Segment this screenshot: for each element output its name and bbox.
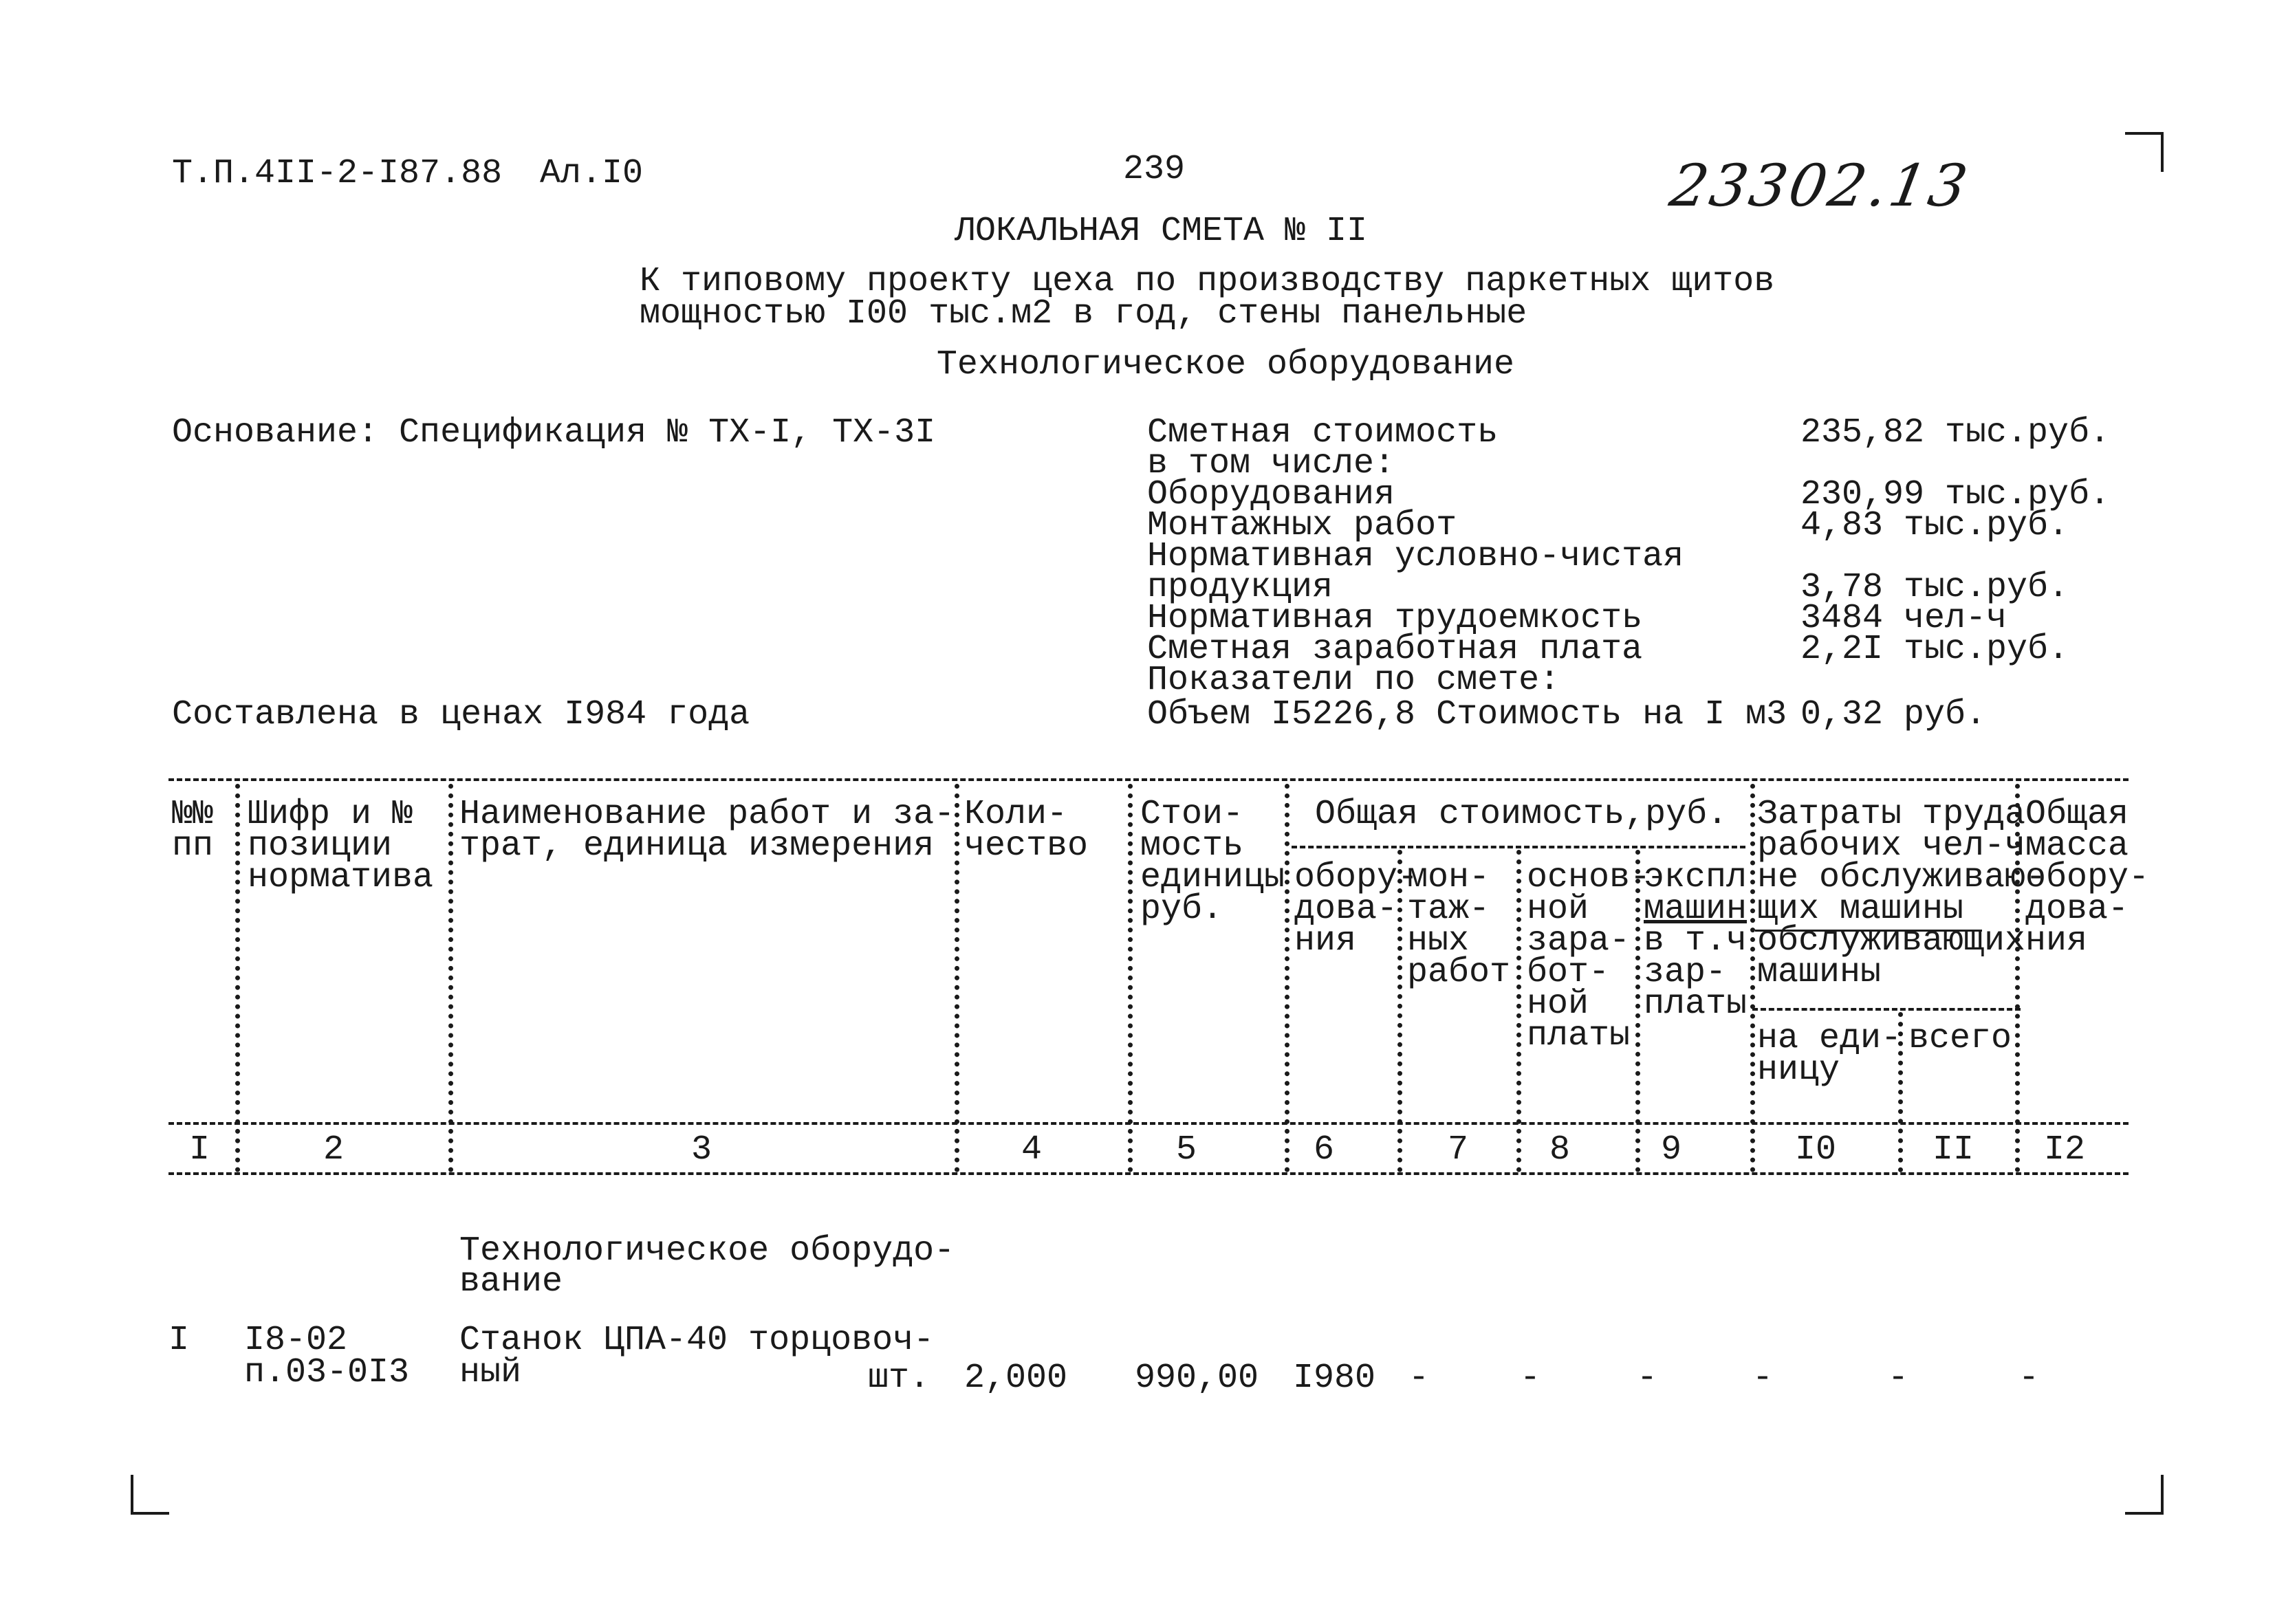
col-sep bbox=[1516, 850, 1521, 1172]
column-number: 4 bbox=[1021, 1130, 1043, 1170]
summary-label: Сметная заработная плата bbox=[1147, 630, 1643, 669]
summary-label: Сметная стоимость bbox=[1147, 413, 1499, 452]
row-machine-operation: - bbox=[1637, 1359, 1658, 1398]
summary-value: 2,2I тыс.руб. bbox=[1800, 630, 2069, 669]
header-text: руб. bbox=[1140, 890, 1223, 929]
table-top-rule bbox=[168, 778, 2129, 781]
header-text: Затраты труда bbox=[1757, 795, 2026, 834]
crop-mark-bottom-right bbox=[2125, 1475, 2164, 1515]
header-text: платы bbox=[1644, 985, 1748, 1024]
header-text: щих машины bbox=[1757, 890, 1964, 929]
album-number: Ал.I0 bbox=[540, 154, 644, 193]
column-number: 5 bbox=[1175, 1130, 1197, 1170]
header-text: позиции bbox=[248, 826, 393, 866]
column-number: I bbox=[188, 1130, 210, 1170]
header-text: Коли- bbox=[964, 795, 1068, 834]
header-text: ных bbox=[1407, 921, 1470, 961]
price-basis: Составлена в ценах I984 года bbox=[172, 695, 750, 734]
header-text: зара- bbox=[1527, 921, 1631, 961]
header-text: мость bbox=[1140, 826, 1244, 866]
column-number: I0 bbox=[1794, 1130, 1837, 1170]
header-text: обору- bbox=[1294, 858, 1419, 897]
header-text: машины bbox=[1757, 953, 1882, 992]
column-number: 2 bbox=[323, 1130, 345, 1170]
row-number: I bbox=[168, 1321, 190, 1360]
summary-value: 235,82 тыс.руб. bbox=[1800, 413, 2111, 452]
col-sep bbox=[1285, 784, 1289, 1172]
row-installation: - bbox=[1408, 1359, 1430, 1398]
header-text: ния bbox=[1294, 921, 1357, 961]
col-sep bbox=[235, 784, 240, 1172]
header-text: работ bbox=[1407, 953, 1511, 992]
summary-value: 230,99 тыс.руб. bbox=[1800, 475, 2111, 514]
summary-label: Оборудования bbox=[1147, 475, 1395, 514]
summary-value: 3,78 тыс.руб. bbox=[1800, 568, 2069, 607]
row-code: I8-02 bbox=[244, 1321, 348, 1360]
row-base-wages: - bbox=[1520, 1359, 1541, 1398]
section-heading-line: вание bbox=[459, 1262, 563, 1302]
header-text: ницу bbox=[1757, 1051, 1840, 1090]
labor-subheader-rule bbox=[1752, 1008, 2021, 1011]
column-number: 8 bbox=[1549, 1130, 1571, 1170]
header-bottom-rule bbox=[168, 1122, 2129, 1125]
row-name: ный bbox=[459, 1353, 522, 1392]
summary-value: 4,83 тыс.руб. bbox=[1800, 506, 2069, 545]
col-sep bbox=[955, 784, 959, 1172]
column-number: 6 bbox=[1313, 1130, 1335, 1170]
column-numbers-rule bbox=[168, 1172, 2129, 1175]
col-sep bbox=[1635, 850, 1640, 1172]
section-title: Технологическое оборудование bbox=[936, 345, 1515, 384]
row-labor-total: - bbox=[1888, 1359, 1909, 1398]
header-text: норматива bbox=[248, 858, 434, 897]
summary-value: 0,32 руб. bbox=[1800, 695, 1987, 734]
header-text: основ- bbox=[1527, 858, 1651, 897]
summary-value: 3484 чел-ч bbox=[1800, 599, 2007, 638]
header-text: рабочих чел-ч bbox=[1757, 826, 2026, 866]
col-sep bbox=[1128, 784, 1133, 1172]
header-text: платы bbox=[1527, 1016, 1631, 1055]
header-text: ной bbox=[1527, 890, 1589, 929]
row-unit: шт. bbox=[868, 1359, 930, 1398]
header-text: экспл bbox=[1644, 858, 1748, 897]
header-text: таж- bbox=[1407, 890, 1490, 929]
row-mass: - bbox=[2018, 1359, 2040, 1398]
row-equipment-cost: I980 bbox=[1293, 1359, 1376, 1398]
header-text: бот- bbox=[1527, 953, 1610, 992]
col-sep bbox=[1750, 784, 1755, 1172]
column-number: 3 bbox=[690, 1130, 712, 1170]
column-number: II bbox=[1932, 1130, 1974, 1170]
header-text: трат, единица измерения bbox=[459, 826, 935, 866]
section-heading-line: Технологическое оборудо- bbox=[459, 1231, 955, 1271]
page-number: 239 bbox=[1122, 150, 1186, 189]
header-text: Стои- bbox=[1140, 795, 1244, 834]
summary-label: Нормативная условно-чистая bbox=[1147, 537, 1684, 576]
cost-subheader-rule bbox=[1292, 846, 1745, 848]
header-text: машин bbox=[1644, 890, 1748, 929]
total-cost-heading: Общая стоимость,руб. bbox=[1315, 795, 1728, 834]
title-line-1: К типовому проекту цеха по производству паркетных щитов bbox=[640, 262, 1775, 301]
title-line-2: мощностью I00 тыс.м2 в год, стены панельные bbox=[640, 294, 1527, 333]
header-text: обслуживающих bbox=[1757, 921, 2026, 961]
row-quantity: 2,000 bbox=[964, 1359, 1068, 1398]
summary-label: Нормативная трудоемкость bbox=[1147, 599, 1643, 638]
column-number: 9 bbox=[1660, 1130, 1682, 1170]
header-text: дова- bbox=[1294, 890, 1398, 929]
crop-mark-bottom-left bbox=[131, 1475, 169, 1515]
header-text: обору- bbox=[2025, 858, 2150, 897]
header-text: Общая bbox=[2025, 795, 2129, 834]
row-name: Станок ЦПА-40 торцовоч- bbox=[459, 1321, 935, 1360]
summary-label: Монтажных работ bbox=[1147, 506, 1457, 545]
header-text: чество bbox=[964, 826, 1089, 866]
estimate-heading: ЛОКАЛЬНАЯ СМЕТА № II bbox=[954, 212, 1368, 251]
crop-mark-top-right bbox=[2125, 132, 2164, 172]
basis-text: Основание: Спецификация № ТХ-I, ТХ-3I bbox=[172, 413, 936, 452]
row-unit-cost: 990,00 bbox=[1135, 1359, 1259, 1398]
handwritten-number: 23302.13 bbox=[1665, 152, 1975, 219]
header-text: №№ bbox=[172, 795, 214, 834]
header-text: зар- bbox=[1644, 953, 1727, 992]
header-text: ния bbox=[2025, 921, 2088, 961]
summary-label: в том числе: bbox=[1147, 444, 1395, 483]
header-col-11: всего bbox=[1908, 1019, 2012, 1058]
summary-label: Показатели по смете: bbox=[1147, 661, 1560, 700]
header-text: единицы bbox=[1140, 858, 1285, 897]
header-text: на еди- bbox=[1757, 1019, 1902, 1058]
col-sep bbox=[448, 784, 453, 1172]
header-text: пп bbox=[172, 826, 214, 866]
header-text: дова- bbox=[2025, 890, 2129, 929]
summary-label: Объем I5226,8 Стоимость на I м3 bbox=[1147, 695, 1787, 734]
header-text: ной bbox=[1527, 985, 1589, 1024]
header-text: масса bbox=[2025, 826, 2129, 866]
summary-label: продукция bbox=[1147, 568, 1334, 607]
column-number: I2 bbox=[2043, 1130, 2086, 1170]
row-code: п.03-0I3 bbox=[244, 1353, 410, 1392]
header-text: Шифр и № bbox=[248, 795, 413, 834]
col-sep bbox=[1397, 850, 1402, 1172]
column-number: 7 bbox=[1447, 1130, 1469, 1170]
row-labor-per-unit: - bbox=[1752, 1359, 1774, 1398]
doc-code: Т.П.4II-2-I87.88 bbox=[172, 154, 503, 193]
header-text: Наименование работ и за- bbox=[459, 795, 955, 834]
header-text: мон- bbox=[1407, 858, 1490, 897]
header-text: не обслуживаю- bbox=[1757, 858, 2047, 897]
header-text: в т.ч bbox=[1644, 921, 1748, 961]
